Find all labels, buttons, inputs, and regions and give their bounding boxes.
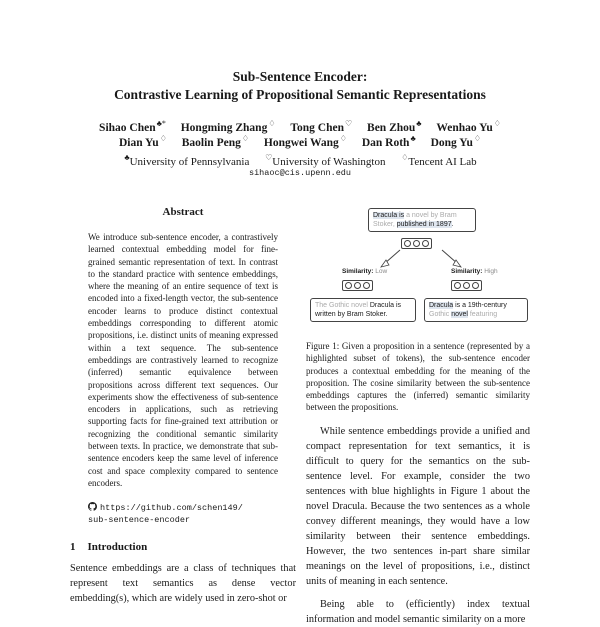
left-sentence-box: The Gothic novel Dracula is written by Bram Stoker.: [310, 298, 416, 322]
github-url-1: https://github.com/schen149/: [100, 503, 243, 513]
author: Tong Chen♡: [290, 119, 353, 134]
contact-email[interactable]: sihaoc@cis.upenn.edu: [248, 168, 352, 178]
right-column-body: [306, 424, 530, 627]
figure-1: [306, 200, 530, 332]
right-embedding: [451, 280, 482, 291]
author: Hongming Zhang♢: [180, 119, 276, 134]
github-icon: [88, 502, 97, 511]
right-sentence-box: Dracula is a 19th-century Gothic novel featuring: [424, 298, 528, 322]
left-embedding: [342, 280, 373, 291]
author: Dian Yu♢: [118, 134, 167, 149]
intro-paragraph: Sentence embeddings are a class of techniques that represent text semantics as dense vector embedding(s), which are widely used in zero-shot or: [70, 563, 296, 604]
author: Baolin Peng♢: [181, 134, 250, 149]
github-link[interactable]: [88, 502, 288, 526]
affiliation: ♡University of Washington: [265, 153, 386, 168]
github-url-2: sub-sentence-encoder: [88, 515, 191, 525]
similarity-low-label: Similarity: Low: [342, 268, 388, 275]
abstract-text: We introduce sub-sentence encoder, a contrastively learned contextual embedding model for fine-grained semantic representation of text. In contrast to the standard practice with sentence embeddings, where the meaning of an entire sequence of text is encoded into a fixed-length vector, the sub-sentence encoder learns to produce distinct contextual embeddings corresponding to different atomic propositions, i.e. distinct units of meaning expressed within a text sequence. The sub-sentence embeddings are contrastively learned to recognize (inferred) semantic equivalence between propositions across different text sequences. Our experiments show the effectiveness of sub-sentence encoders in applications, such as retrieving supporting facts for fine-grained text attribution or recognizing the conditional semantic similarity between texts. In practice, we demonstrate that sub-sentence encoders keep the same level of inference cost and space complexity compared to sentence encoders.: [88, 232, 278, 488]
authors-row-2: [0, 132, 600, 150]
author: Wenhao Yu♢: [436, 119, 501, 134]
author: Sihao Chen♣*: [99, 119, 166, 134]
figure-caption: Figure 1: Given a proposition in a sentence (represented by a highlighted subset of tokens), the sub-sentence encoder produces a contextual embedding for the meaning of the proposition. The cosine similarity between the sub-sentence embeddings captures the (inferred) semantic similarity between the propositions.: [306, 341, 530, 413]
section-heading: [70, 541, 147, 553]
author: Ben Zhou♣: [367, 119, 422, 134]
similarity-high-label: Similarity: High: [451, 268, 498, 275]
paragraph: Being able to (efficiently) index textual information and model semantic similarity on a more: [306, 599, 530, 625]
author: Hongwei Wang♢: [263, 134, 347, 149]
author: Dan Roth♣: [361, 134, 416, 149]
paper-title-line1: Sub-Sentence Encoder:: [232, 69, 368, 84]
top-sentence-box: Dracula is a novel by Bram Stoker, published in 1897.: [368, 208, 476, 232]
paper-title-line2: Contrastive Learning of Propositional Semantic Representations: [114, 87, 486, 102]
affiliations: [0, 151, 600, 169]
affiliation: ♢Tencent AI Lab: [401, 153, 477, 168]
paragraph: While sentence embeddings provide a unified and compact representation for text semantics, it is difficult to query for the semantics on the sub-sentence level. For example, consider the two sentences with blue highlights in Figure 1 about the novel Dracula. Because the two sentences as a whole convey different meanings, they would have a low similarity between their sentence embeddings. However, the two sentences in-part share similar meanings on the level of propositions, i.e., distinct units of meaning in each sentence.: [306, 426, 530, 587]
section-number: 1: [70, 541, 76, 553]
section-title: Introduction: [87, 541, 148, 553]
affiliation: ♣University of Pennsylvania: [124, 153, 250, 168]
author: Dong Yu♢: [430, 134, 482, 149]
abstract-heading: Abstract: [162, 206, 204, 218]
